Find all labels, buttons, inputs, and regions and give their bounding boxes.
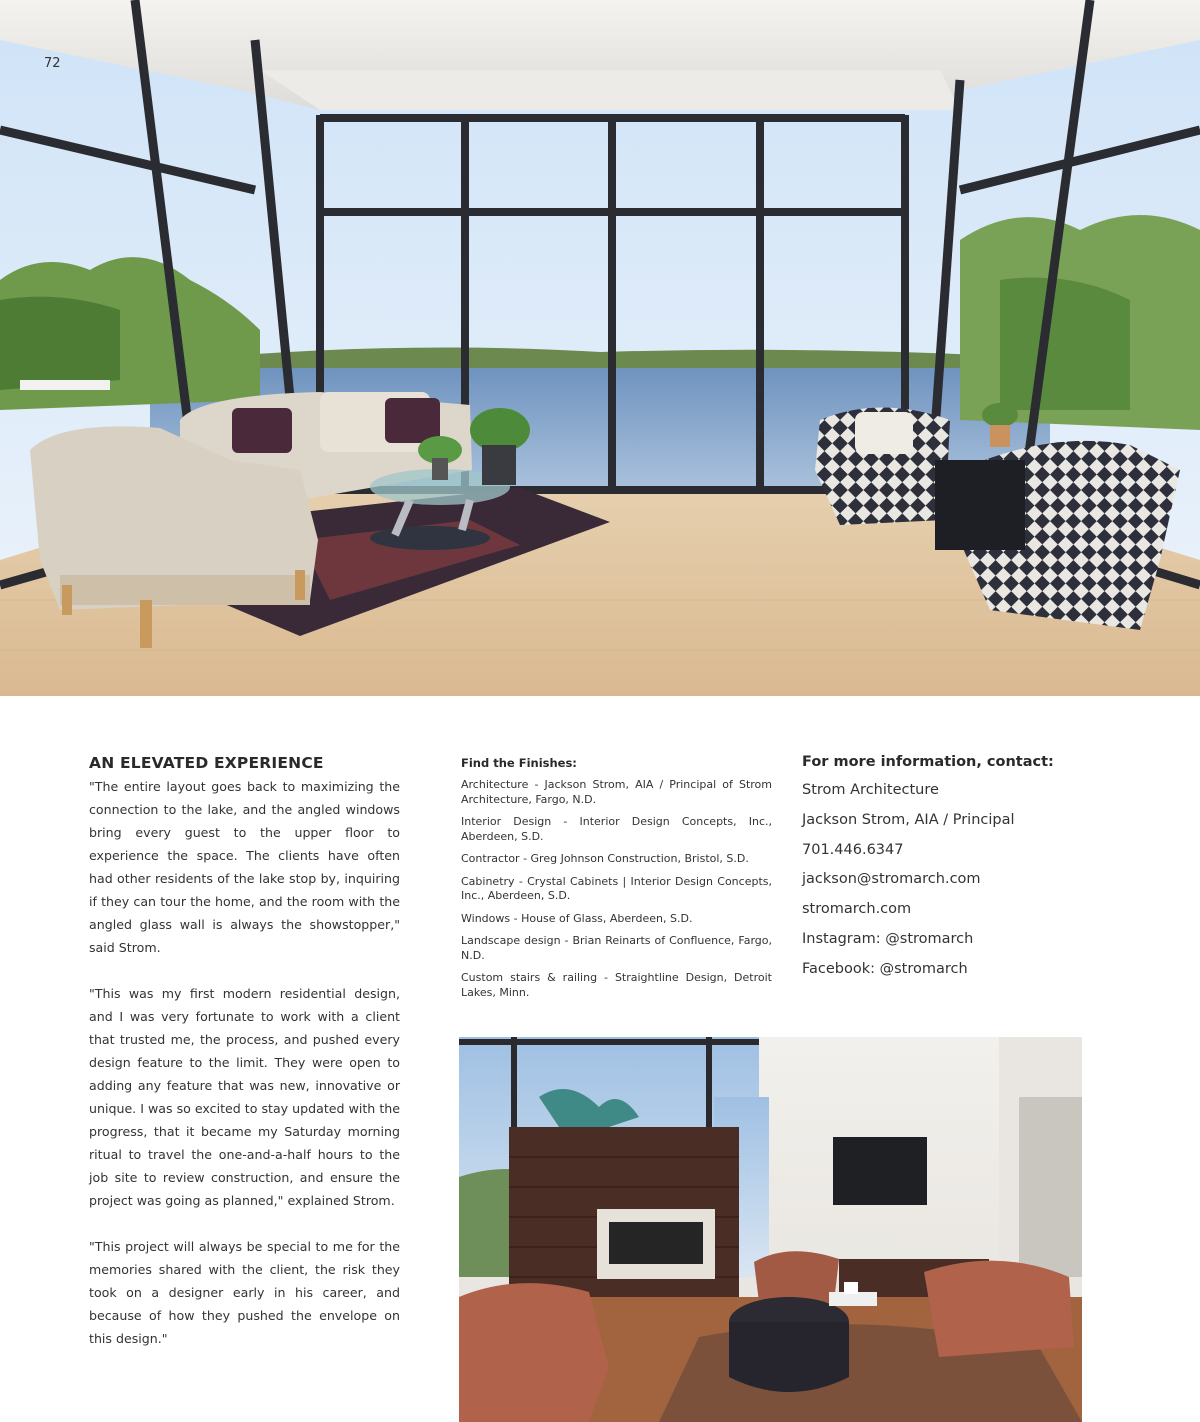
contact-title: For more information, contact: — [802, 754, 1054, 770]
contact-facebook[interactable]: Facebook: @stromarch — [802, 960, 968, 977]
finish-item: Windows - House of Glass, Aberdeen, S.D. — [461, 911, 693, 925]
living-room-lake-view-photo-icon — [0, 0, 1200, 696]
finish-item: Interior Design - Interior Design Concepts, Inc., Aberdeen, S.D. — [461, 815, 772, 843]
contact-column — [802, 754, 1102, 989]
article-paragraph-2: "This was my first modern residential design, and I was very fortunate to work with a client that trusted me, the process, and pushed every design feature to the limit. They were open to adding any feature that was new, innovative or unique. I was so excited to stay updated with the progress, that it became my Saturday morning ritual to travel the one-and-a-half hours to the job site to review construction, and ensure the project was going as planned," explained Strom. — [89, 986, 400, 1208]
contact-instagram[interactable]: Instagram: @stromarch — [802, 930, 974, 947]
finishes-title: Find the Finishes: — [461, 756, 577, 770]
finish-item: Contractor - Greg Johnson Construction, Bristol, S.D. — [461, 852, 749, 865]
finish-item: Architecture - Jackson Strom, AIA / Principal of Strom Architecture, Fargo, N.D. — [461, 778, 772, 806]
article-paragraph-3: "This project will always be special to me for the memories shared with the client, the risk they took on a designer early in his career, and because of how they pushed the envelope on this design." — [89, 1239, 400, 1346]
contact-company: Strom Architecture — [802, 782, 939, 798]
article-heading: AN ELEVATED EXPERIENCE — [89, 754, 324, 772]
fireplace-sitting-room-photo-icon — [459, 1037, 1082, 1422]
article-paragraph-1: "The entire layout goes back to maximizing the connection to the lake, and the angled windows bring every guest to the upper floor to experience the space. The clients have often had other residents of the lake stop by, inquiring if they can tour the home, and the room with the angled glass wall is always the showstopper," said Strom. — [89, 779, 400, 955]
contact-phone: 701.446.6347 — [802, 841, 904, 858]
contact-email[interactable]: jackson@stromarch.com — [802, 871, 981, 888]
finish-item: Landscape design - Brian Reinarts of Confluence, Fargo, N.D. — [461, 934, 772, 962]
contact-person: Jackson Strom, AIA / Principal — [802, 811, 1015, 828]
contact-website[interactable]: stromarch.com — [802, 901, 912, 918]
finish-item: Cabinetry - Crystal Cabinets | Interior Design Concepts, Inc., Aberdeen, S.D. — [461, 874, 772, 902]
hero-photo — [0, 0, 1200, 696]
finishes-column — [461, 756, 772, 1008]
second-photo — [459, 1037, 1082, 1422]
page-number: 72 — [44, 56, 61, 71]
finish-item: Custom stairs & railing - Straightline Design, Detroit Lakes, Minn. — [461, 971, 772, 999]
article-column — [89, 754, 400, 1373]
